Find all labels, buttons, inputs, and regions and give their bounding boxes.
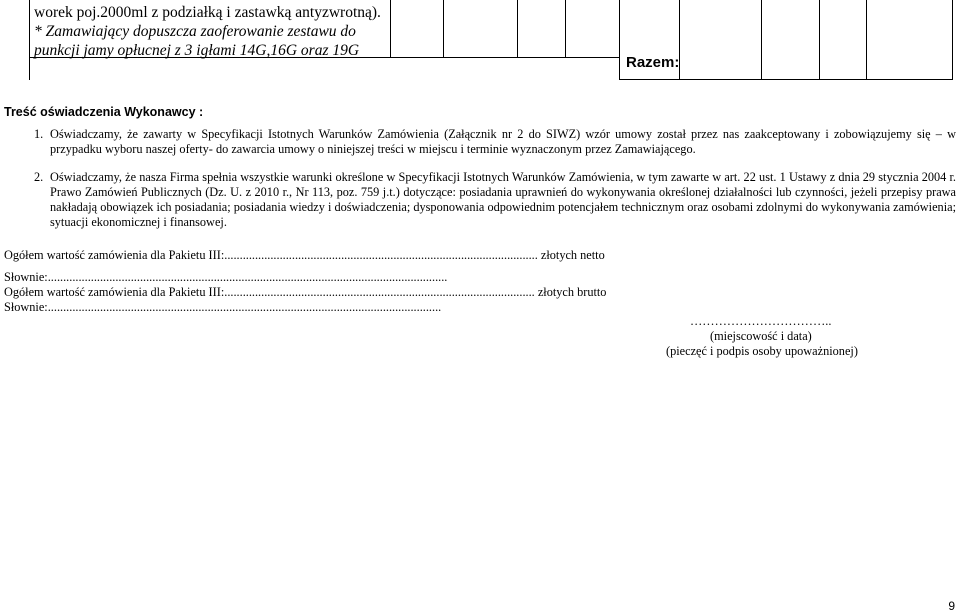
razem-label: Razem: xyxy=(626,54,680,71)
contractor-statement-heading: Treść oświadczenia Wykonawcy : xyxy=(4,105,204,119)
total-brutto-line: Ogółem wartość zamówienia dla Pakietu III:..................................................................................................... złotych brutto xyxy=(4,285,607,299)
product-note-line: * Zamawiający dopuszcza zaoferowanie zestawu do xyxy=(34,23,356,40)
product-description xyxy=(34,3,386,60)
total-netto-line: Ogółem wartość zamówienia dla Pakietu III:...................................................................................................... złotych netto xyxy=(4,248,605,262)
amount-in-words-line: Słownie:.................................................................................................................................. xyxy=(4,270,448,284)
statement-text: Oświadczamy, że zawarty w Specyfikacji Istotnych Warunków Zamówienia (Załącznik nr 2 do SIWZ) wzór umowy został przez nas zaakceptowany i zobowiązujemy się – w przypadku wyboru naszej oferty- do zawarcia umowy o niniejszej treści w miejscu i terminie wyznaczonym przez Zamawiającego. xyxy=(50,127,956,156)
statement-2 xyxy=(34,170,956,230)
product-note-line: punkcji jamy opłucnej z 3 igłami 14G,16G oraz 19G xyxy=(34,42,360,59)
statement-number: 2. xyxy=(34,170,44,184)
place-date-caption: (miejscowość i data) xyxy=(710,329,812,343)
statement-number: 1. xyxy=(34,127,44,141)
signature-dots: …………………………….. xyxy=(690,314,832,328)
product-description-line: worek poj.2000ml z podziałką i zastawką antyzwrotną). xyxy=(34,4,381,21)
amount-in-words-line: Słownie:................................................................................................................................ xyxy=(4,300,442,314)
page-number: 9 xyxy=(948,599,955,613)
signature-caption: (pieczęć i podpis osoby upoważnionej) xyxy=(666,344,858,358)
statement-text: Oświadczamy, że nasza Firma spełnia wszystkie warunki określone w Specyfikacji Istotnych Warunków Zamówienia, w tym zawarte w art. 22 ust. 1 Ustawy z dnia 29 stycznia 2004 r. Prawo Zamówień Publicznych (Dz. U. z 2010 r., Nr 113, poz. 759 j.t.) dotyczące: posiadania uprawnień do wykonywania określonej działalności lub czynności, jeżeli przepisy prawa nakładają obowiązek ich posiadania; posiadania wiedzy i doświadczenia; dysponowania odpowiednim potencjałem technicznym oraz osobami zdolnymi do wykonywania zamówienia; sytuacji ekonomicznej i finansowej. xyxy=(50,170,956,229)
statement-1 xyxy=(34,127,956,157)
order-table xyxy=(0,0,959,80)
